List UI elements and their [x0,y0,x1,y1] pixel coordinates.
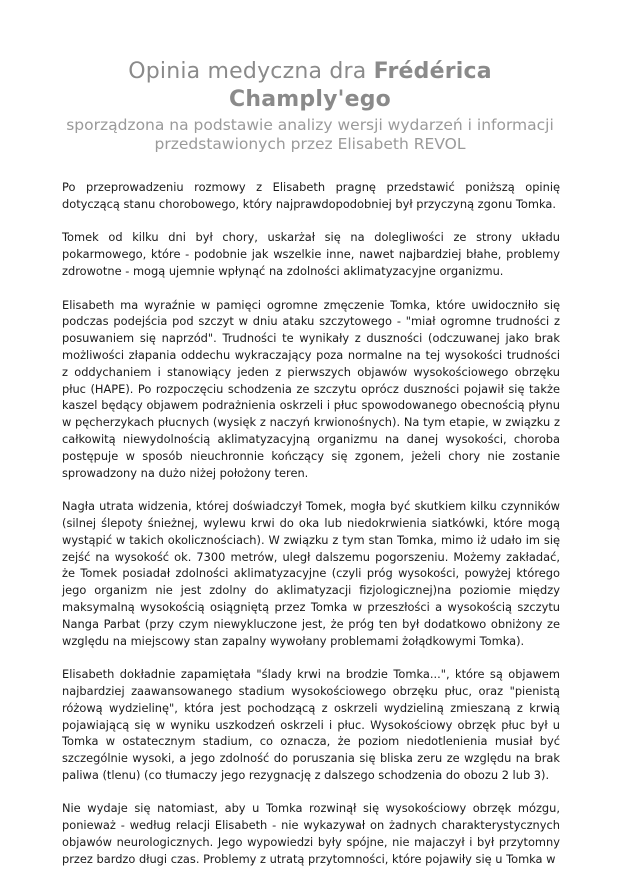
paragraph: Tomek od kilku dni był chory, uskarżał się na dolegliwości ze strony układu pokarmowego, które - podobnie jak wszelkie inne, nawet najbardziej błahe, problemy zdrowotne - mogą ujemnie wpłynąć na zdolności aklimatyzacyjne organizmu. [62,230,560,278]
document-subtitle: sporządzona na podstawie analizy wersji wydarzeń i informacji przedstawionych przez Elisabeth REVOL [66,116,554,153]
title-name-part-1: Frédérica [373,59,492,84]
title-prefix: Opinia medyczna dra [128,59,374,84]
document-header [60,58,560,154]
document-body [62,179,560,884]
title-name-part-2: Champly'ego [229,87,391,112]
paragraph: Nie wydaje się natomiast, aby u Tomka rozwinął się wysokościowy obrzęk mózgu, ponieważ - według relacji Elisabeth - nie wykazywał on żadnych charakterystycznych objawów neurologicznych. Jego wypowiedzi były spójne, nie majaczył i był przytomny przez bardzo długi czas. Problemy z utratą przytomności, które pojawiły się u Tomka w [62,801,560,866]
paragraph: Elisabeth ma wyraźnie w pamięci ogromne zmęczenie Tomka, które uwidoczniło się podczas podejścia pod szczyt w dniu ataku szczytowego - "miał ogromne trudności z posuwaniem się naprzód". Trudności te wynikały z duszności (odczuwanej jako brak możliwości złapania oddechu wykraczający poza normalne na tej wysokości trudności z oddychaniem i stanowiący jeden z pierwszych objawów wysokościowego obrzęku płuc (HAPE). Po rozpoczęciu schodzenia ze szczytu oprócz duszności pojawił się także kaszel będący objawem podrażnienia oskrzeli i płuc spowodowanego obecnością płynu w pęcherzykach płucnych (wysięk z naczyń krwionośnych). Na tym etapie, w związku z całkowitą niewydolnością aklimatyzacyjną organizmu na danej wysokości, choroba postępuje w sposób nieuchronnie kończący się zgonem, jeżeli chory nie zostanie sprowadzony na dużo niżej położony teren. [62,297,560,480]
document-title-line-1 [60,58,560,86]
paragraph: Nagła utrata widzenia, której doświadczył Tomek, mogła być skutkiem kilku czynników (silnej ślepoty śnieżnej, wylewu krwi do oka lub niedokrwienia siatkówki, które mogą wystąpić w takich okolicznościach). W związku z tym stan Tomka, mimo iż udało im się zejść na wysokość ok. 7300 metrów, uległ dalszemu pogorszeniu. Możemy zakładać, że Tomek posiadał zdolności aklimatyzacyjne (czyli próg wysokości, powyżej którego jego organizm nie jest zdolny do aklimatyzacji fizjologicznej)na poziomie między maksymalną wysokością osiągniętą przez Tomka w przeszłości a wysokością szczytu Nanga Parbat (przy czym niewykluczone jest, że próg ten był dodatkowo obniżony ze względu na miejscowy stan zapalny wywołany problemami żołądkowymi Tomka). [62,499,560,648]
paragraph: Po przeprowadzeniu rozmowy z Elisabeth pragnę przedstawić poniższą opinię dotyczącą stanu chorobowego, który najprawdopodobniej był przyczyną zgonu Tomka. [62,180,560,211]
document-title-line-2 [60,86,560,114]
paragraph: Elisabeth dokładnie zapamiętała "ślady krwi na brodzie Tomka...", które są objawem najbardziej zaawansowanego stadium wysokościowego obrzęku płuc, oraz "pienistą różową wydzielinę", która jest pochodzącą z oskrzeli wydzieliną zmieszaną z krwią pojawiającą się w wyniku uszkodzeń oskrzeli i płuc. Wysokościowy obrzęk płuc był u Tomka w ostatecznym stadium, co oznacza, że poziom niedotlenienia musiał być szczególnie wysoki, a jego zdolność do poruszania się bliska zeru ze względu na brak paliwa (tlenu) (co tłumaczy jego rezygnację z dalszego schodzenia do obozu 2 lub 3). [62,667,560,782]
